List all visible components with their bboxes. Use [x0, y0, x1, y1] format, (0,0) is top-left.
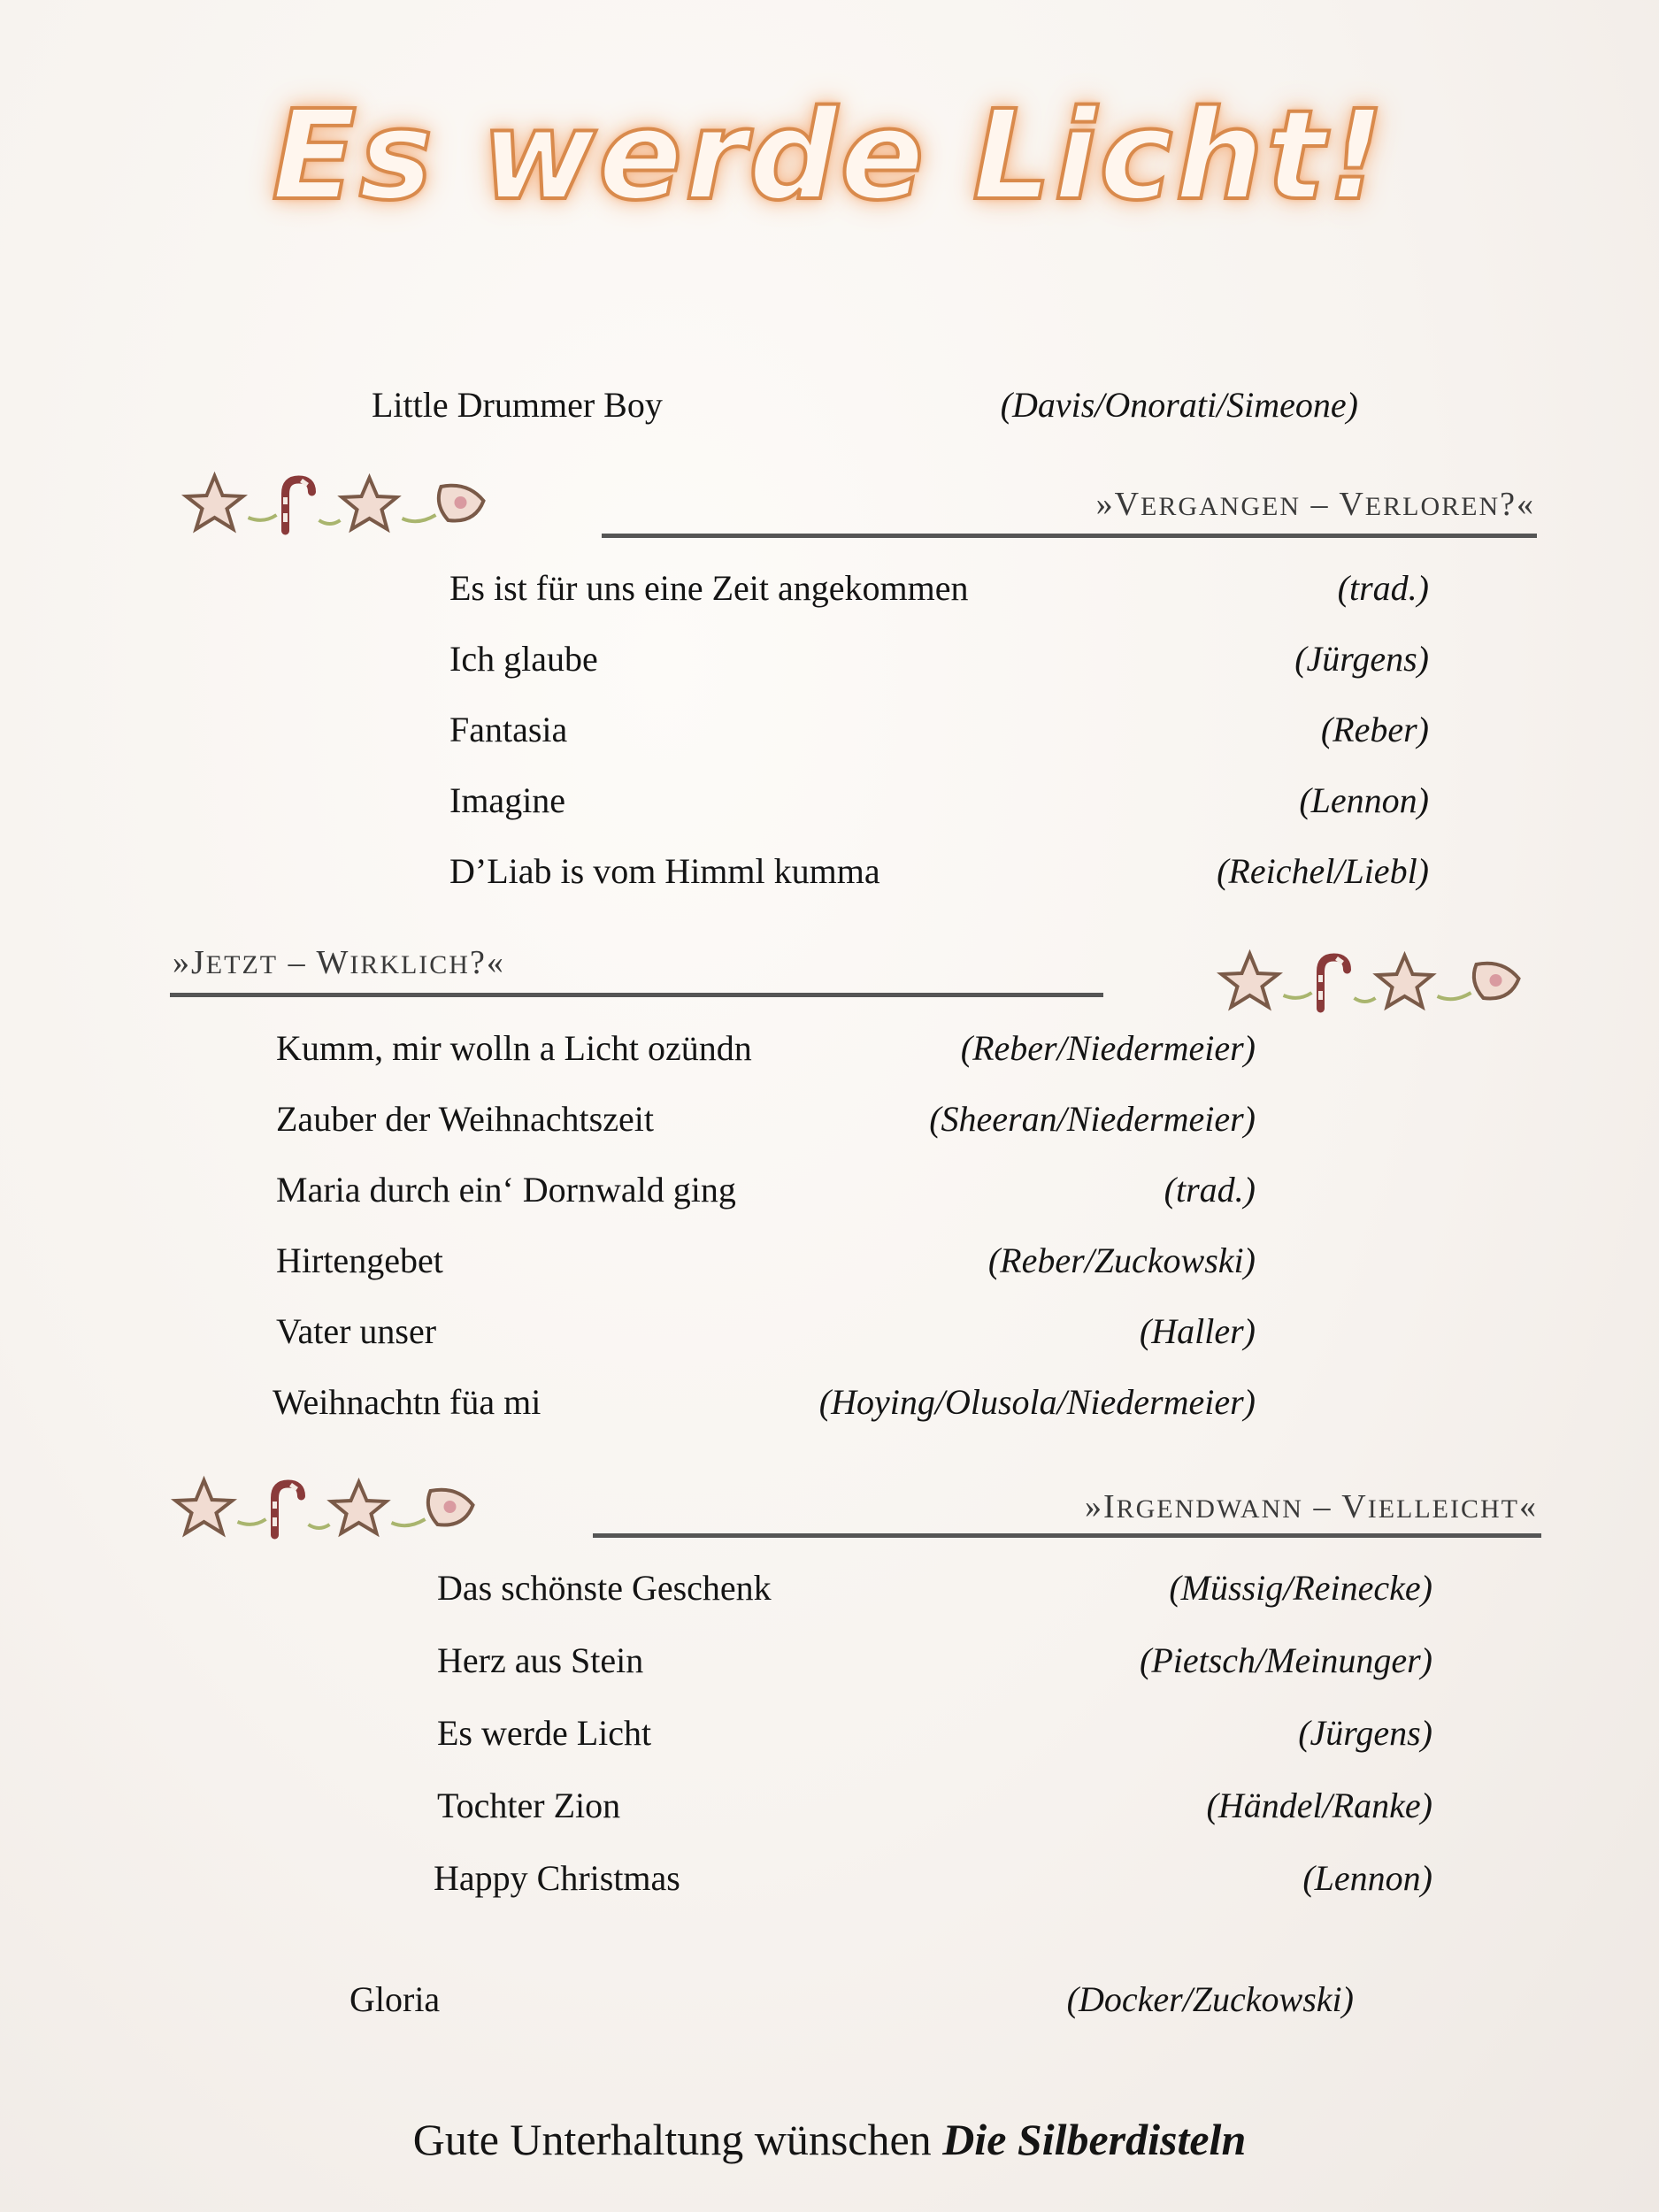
section-divider — [602, 534, 1537, 538]
section-divider — [593, 1533, 1541, 1538]
song-composer: (Davis/Onorati/Simeone) — [1000, 385, 1358, 425]
song-title: Gloria — [349, 1979, 441, 2019]
list-item — [276, 1310, 1256, 1354]
song-composer: (Händel/Ranke) — [1206, 1786, 1432, 1825]
ensemble-signature: Die Silberdisteln — [942, 2115, 1247, 2164]
song-title: Weihnachtn füa mi — [273, 1382, 541, 1422]
song-composer: (Reber) — [1320, 710, 1429, 749]
song-composer: (Reber/Niedermeier) — [960, 1028, 1256, 1068]
song-title: Vater unser — [276, 1311, 437, 1351]
list-item — [437, 1711, 1432, 1755]
star-candy-cane-ornament — [166, 1473, 489, 1544]
song-composer: (Pietsch/Meinunger) — [1140, 1640, 1432, 1680]
song-composer: (Hoying/Olusola/Niedermeier) — [818, 1382, 1256, 1422]
section-divider — [170, 993, 1103, 997]
song-title: Das schönste Geschenk — [437, 1568, 772, 1608]
footer-greeting — [0, 2113, 1659, 2166]
list-item — [449, 566, 1429, 611]
list-item — [276, 1239, 1256, 1283]
song-composer: (Reichel/Liebl) — [1217, 851, 1429, 891]
list-item — [437, 1566, 1432, 1610]
song-composer: (Docker/Zuckowski) — [1066, 1979, 1354, 2019]
song-composer: (Reber/Zuckowski) — [987, 1240, 1256, 1280]
program-title: Es werde Licht! — [272, 84, 1387, 228]
list-item — [437, 1639, 1432, 1683]
list-item — [437, 1784, 1432, 1828]
closing-item — [349, 1978, 1354, 2022]
list-item — [276, 1097, 1256, 1141]
song-title: D’Liab is vom Himml kumma — [449, 851, 880, 891]
section-title-jetzt: »JETZT – WIRKLICH?« — [173, 944, 505, 981]
song-composer: (Jürgens) — [1298, 1713, 1432, 1753]
song-title: Zauber der Weihnachtszeit — [276, 1099, 654, 1139]
list-item — [449, 779, 1429, 823]
song-title: Es werde Licht — [437, 1713, 652, 1753]
song-composer: (Jürgens) — [1294, 639, 1429, 679]
song-title: Happy Christmas — [434, 1858, 680, 1898]
list-item — [273, 1380, 1256, 1425]
song-title: Ich glaube — [449, 639, 598, 679]
opening-item — [372, 383, 1358, 427]
song-title: Fantasia — [449, 710, 568, 749]
song-title: Little Drummer Boy — [372, 385, 663, 425]
list-item — [276, 1026, 1256, 1071]
list-item — [449, 708, 1429, 752]
song-composer: (Sheeran/Niedermeier) — [929, 1099, 1256, 1139]
star-candy-cane-ornament — [177, 469, 500, 540]
song-composer: (trad.) — [1164, 1170, 1256, 1210]
song-title: Imagine — [449, 780, 566, 820]
song-title: Tochter Zion — [437, 1786, 621, 1825]
song-composer: (trad.) — [1337, 568, 1429, 608]
list-item — [449, 637, 1429, 681]
song-composer: (Haller) — [1139, 1311, 1256, 1351]
list-item — [276, 1168, 1256, 1212]
list-item — [434, 1856, 1432, 1901]
footer-text: Gute Unterhaltung wünschen — [412, 2115, 932, 2164]
song-composer: (Lennon) — [1302, 1858, 1432, 1898]
song-title: Herz aus Stein — [437, 1640, 644, 1680]
song-title: Kumm, mir wolln a Licht ozündn — [276, 1028, 752, 1068]
song-title: Hirtengebet — [276, 1240, 443, 1280]
song-composer: (Lennon) — [1299, 780, 1429, 820]
section-title-vergangen: »VERGANGEN – VERLOREN?« — [1095, 486, 1535, 523]
list-item — [449, 849, 1429, 894]
star-candy-cane-ornament — [1212, 947, 1535, 1018]
song-title: Es ist für uns eine Zeit angekommen — [449, 568, 969, 608]
section-title-irgendwann: »IRGENDWANN – VIELLEICHT« — [1084, 1488, 1538, 1525]
song-composer: (Müssig/Reinecke) — [1169, 1568, 1432, 1608]
song-title: Maria durch ein‘ Dornwald ging — [276, 1170, 736, 1210]
